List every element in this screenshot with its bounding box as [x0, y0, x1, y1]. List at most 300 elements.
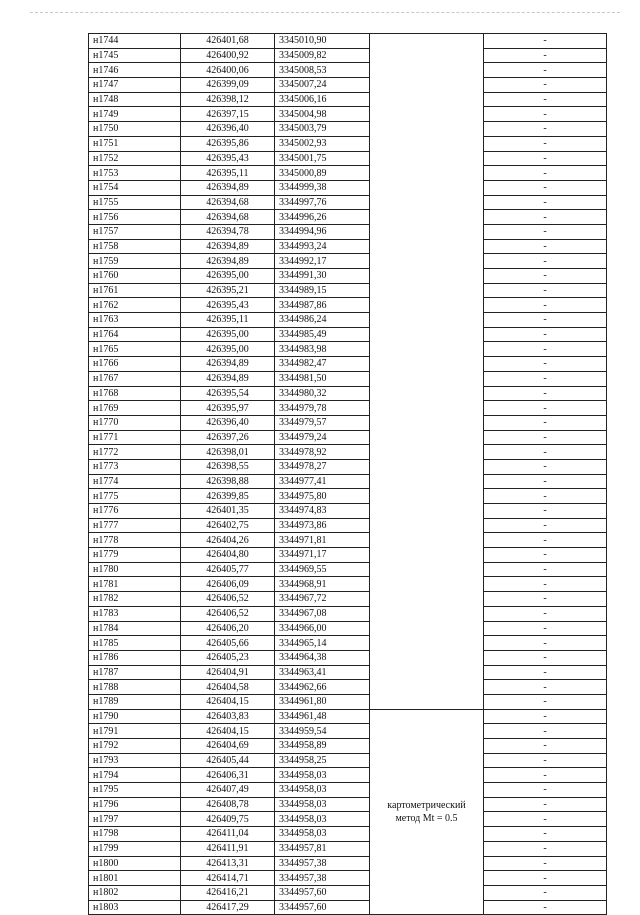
- point-name-cell: н1744: [89, 34, 181, 49]
- y-coordinate-cell: 3344959,54: [275, 724, 370, 739]
- point-name-cell: н1752: [89, 151, 181, 166]
- point-name-cell: н1789: [89, 694, 181, 709]
- table-row: [89, 283, 607, 298]
- table-row: [89, 680, 607, 695]
- y-coordinate-cell: 3344979,78: [275, 401, 370, 416]
- table-row: [89, 210, 607, 225]
- x-coordinate-cell: 426406,52: [181, 606, 275, 621]
- dash-cell: -: [484, 34, 607, 49]
- y-coordinate-cell: 3345000,89: [275, 166, 370, 181]
- point-name-cell: н1773: [89, 459, 181, 474]
- x-coordinate-cell: 426404,58: [181, 680, 275, 695]
- x-coordinate-cell: 426403,83: [181, 709, 275, 724]
- table-row: [89, 386, 607, 401]
- y-coordinate-cell: 3344961,80: [275, 694, 370, 709]
- x-coordinate-cell: 426400,92: [181, 48, 275, 63]
- table-row: [89, 533, 607, 548]
- y-coordinate-cell: 3345003,79: [275, 122, 370, 137]
- point-name-cell: н1794: [89, 768, 181, 783]
- point-name-cell: н1780: [89, 562, 181, 577]
- dash-cell: -: [484, 827, 607, 842]
- table-row: [89, 871, 607, 886]
- point-name-cell: н1784: [89, 621, 181, 636]
- table-row: [89, 151, 607, 166]
- y-coordinate-cell: 3344978,92: [275, 445, 370, 460]
- point-name-cell: н1761: [89, 283, 181, 298]
- table-row: [89, 592, 607, 607]
- y-coordinate-cell: 3344985,49: [275, 327, 370, 342]
- y-coordinate-cell: 3344958,03: [275, 768, 370, 783]
- table-row: [89, 459, 607, 474]
- x-coordinate-cell: 426395,86: [181, 136, 275, 151]
- dash-cell: -: [484, 48, 607, 63]
- dash-cell: -: [484, 224, 607, 239]
- table-row: [89, 371, 607, 386]
- point-name-cell: н1748: [89, 92, 181, 107]
- table-row: [89, 430, 607, 445]
- y-coordinate-cell: 3344981,50: [275, 371, 370, 386]
- x-coordinate-cell: 426414,71: [181, 871, 275, 886]
- x-coordinate-cell: 426405,77: [181, 562, 275, 577]
- table-row: [89, 577, 607, 592]
- dash-cell: -: [484, 724, 607, 739]
- point-name-cell: н1779: [89, 548, 181, 563]
- table-row: [89, 636, 607, 651]
- x-coordinate-cell: 426396,40: [181, 415, 275, 430]
- table-row: [89, 342, 607, 357]
- y-coordinate-cell: 3344971,81: [275, 533, 370, 548]
- dash-cell: -: [484, 606, 607, 621]
- dash-cell: -: [484, 709, 607, 724]
- x-coordinate-cell: 426407,49: [181, 783, 275, 798]
- point-name-cell: н1759: [89, 254, 181, 269]
- point-name-cell: н1788: [89, 680, 181, 695]
- dash-cell: -: [484, 298, 607, 313]
- x-coordinate-cell: 426405,23: [181, 650, 275, 665]
- y-coordinate-cell: 3345009,82: [275, 48, 370, 63]
- table-row: [89, 48, 607, 63]
- point-name-cell: н1756: [89, 210, 181, 225]
- x-coordinate-cell: 426396,40: [181, 122, 275, 137]
- y-coordinate-cell: 3345006,16: [275, 92, 370, 107]
- dash-cell: -: [484, 180, 607, 195]
- table-row: [89, 606, 607, 621]
- point-name-cell: н1795: [89, 783, 181, 798]
- y-coordinate-cell: 3344958,03: [275, 797, 370, 812]
- dash-cell: -: [484, 78, 607, 93]
- y-coordinate-cell: 3344958,03: [275, 783, 370, 798]
- x-coordinate-cell: 426394,89: [181, 239, 275, 254]
- x-coordinate-cell: 426404,80: [181, 548, 275, 563]
- table-row: [89, 166, 607, 181]
- point-name-cell: н1762: [89, 298, 181, 313]
- dash-cell: -: [484, 357, 607, 372]
- table-row: [89, 812, 607, 827]
- y-coordinate-cell: 3345008,53: [275, 63, 370, 78]
- dash-cell: -: [484, 768, 607, 783]
- x-coordinate-cell: 426394,89: [181, 180, 275, 195]
- x-coordinate-cell: 426409,75: [181, 812, 275, 827]
- table-row: [89, 827, 607, 842]
- x-coordinate-cell: 426398,12: [181, 92, 275, 107]
- y-coordinate-cell: 3344999,38: [275, 180, 370, 195]
- x-coordinate-cell: 426406,20: [181, 621, 275, 636]
- x-coordinate-cell: 426401,68: [181, 34, 275, 49]
- point-name-cell: н1777: [89, 518, 181, 533]
- table-row: [89, 313, 607, 328]
- table-row: [89, 34, 607, 49]
- dash-cell: -: [484, 694, 607, 709]
- y-coordinate-cell: 3344973,86: [275, 518, 370, 533]
- point-name-cell: н1775: [89, 489, 181, 504]
- y-coordinate-cell: 3344969,55: [275, 562, 370, 577]
- table-row: [89, 63, 607, 78]
- dash-cell: -: [484, 401, 607, 416]
- dash-cell: -: [484, 386, 607, 401]
- x-coordinate-cell: 426404,69: [181, 739, 275, 754]
- dash-cell: -: [484, 548, 607, 563]
- dash-cell: -: [484, 107, 607, 122]
- point-name-cell: н1769: [89, 401, 181, 416]
- x-coordinate-cell: 426395,43: [181, 151, 275, 166]
- table-row: [89, 739, 607, 754]
- dash-cell: -: [484, 783, 607, 798]
- y-coordinate-cell: 3344979,24: [275, 430, 370, 445]
- x-coordinate-cell: 426400,06: [181, 63, 275, 78]
- y-coordinate-cell: 3344975,80: [275, 489, 370, 504]
- x-coordinate-cell: 426417,29: [181, 900, 275, 915]
- y-coordinate-cell: 3344996,26: [275, 210, 370, 225]
- method-cell: [370, 709, 484, 915]
- method-label-line2: метод Mt = 0.5: [395, 812, 458, 824]
- point-name-cell: н1760: [89, 269, 181, 284]
- dash-cell: -: [484, 459, 607, 474]
- dash-cell: -: [484, 900, 607, 915]
- table-row: [89, 783, 607, 798]
- table-row: [89, 548, 607, 563]
- y-coordinate-cell: 3344958,89: [275, 739, 370, 754]
- y-coordinate-cell: 3344994,96: [275, 224, 370, 239]
- point-name-cell: н1782: [89, 592, 181, 607]
- dash-cell: -: [484, 871, 607, 886]
- table-row: [89, 327, 607, 342]
- x-coordinate-cell: 426405,44: [181, 753, 275, 768]
- point-name-cell: н1755: [89, 195, 181, 210]
- point-name-cell: н1796: [89, 797, 181, 812]
- x-coordinate-cell: 426406,31: [181, 768, 275, 783]
- table-row: [89, 298, 607, 313]
- table-row: [89, 694, 607, 709]
- point-name-cell: н1753: [89, 166, 181, 181]
- dash-cell: -: [484, 812, 607, 827]
- table-row: [89, 621, 607, 636]
- table-row: [89, 562, 607, 577]
- dash-cell: -: [484, 445, 607, 460]
- x-coordinate-cell: 426402,75: [181, 518, 275, 533]
- x-coordinate-cell: 426394,89: [181, 371, 275, 386]
- dash-cell: -: [484, 592, 607, 607]
- x-coordinate-cell: 426404,91: [181, 665, 275, 680]
- point-name-cell: н1799: [89, 841, 181, 856]
- table-row: [89, 136, 607, 151]
- table-row: [89, 92, 607, 107]
- table-row: [89, 709, 607, 724]
- method-cell-empty: [370, 34, 484, 710]
- point-name-cell: н1771: [89, 430, 181, 445]
- point-name-cell: н1801: [89, 871, 181, 886]
- y-coordinate-cell: 3344962,66: [275, 680, 370, 695]
- y-coordinate-cell: 3344957,81: [275, 841, 370, 856]
- dash-cell: -: [484, 122, 607, 137]
- point-name-cell: н1766: [89, 357, 181, 372]
- dash-cell: -: [484, 474, 607, 489]
- dash-cell: -: [484, 327, 607, 342]
- table-row: [89, 841, 607, 856]
- x-coordinate-cell: 426399,09: [181, 78, 275, 93]
- x-coordinate-cell: 426394,89: [181, 357, 275, 372]
- x-coordinate-cell: 426394,68: [181, 210, 275, 225]
- point-name-cell: н1797: [89, 812, 181, 827]
- y-coordinate-cell: 3344986,24: [275, 313, 370, 328]
- y-coordinate-cell: 3344968,91: [275, 577, 370, 592]
- table-row: [89, 180, 607, 195]
- y-coordinate-cell: 3344957,60: [275, 885, 370, 900]
- x-coordinate-cell: 426406,52: [181, 592, 275, 607]
- y-coordinate-cell: 3344989,15: [275, 283, 370, 298]
- y-coordinate-cell: 3345004,98: [275, 107, 370, 122]
- dash-cell: -: [484, 489, 607, 504]
- table-row: [89, 797, 607, 812]
- y-coordinate-cell: 3344977,41: [275, 474, 370, 489]
- table-row: [89, 650, 607, 665]
- x-coordinate-cell: 426395,00: [181, 327, 275, 342]
- y-coordinate-cell: 3344961,48: [275, 709, 370, 724]
- y-coordinate-cell: 3344983,98: [275, 342, 370, 357]
- point-name-cell: н1790: [89, 709, 181, 724]
- x-coordinate-cell: 426398,88: [181, 474, 275, 489]
- y-coordinate-cell: 3344979,57: [275, 415, 370, 430]
- point-name-cell: н1800: [89, 856, 181, 871]
- point-name-cell: н1767: [89, 371, 181, 386]
- dash-cell: -: [484, 210, 607, 225]
- y-coordinate-cell: 3344957,60: [275, 900, 370, 915]
- point-name-cell: н1791: [89, 724, 181, 739]
- table-row: [89, 239, 607, 254]
- y-coordinate-cell: 3344978,27: [275, 459, 370, 474]
- y-coordinate-cell: 3344991,30: [275, 269, 370, 284]
- scan-artifact-line: [30, 12, 620, 13]
- point-name-cell: н1746: [89, 63, 181, 78]
- table-row: [89, 254, 607, 269]
- dash-cell: -: [484, 797, 607, 812]
- dash-cell: -: [484, 269, 607, 284]
- point-name-cell: н1745: [89, 48, 181, 63]
- dash-cell: -: [484, 254, 607, 269]
- dash-cell: -: [484, 533, 607, 548]
- x-coordinate-cell: 426404,15: [181, 694, 275, 709]
- y-coordinate-cell: 3345010,90: [275, 34, 370, 49]
- point-name-cell: н1757: [89, 224, 181, 239]
- dash-cell: -: [484, 665, 607, 680]
- x-coordinate-cell: 426398,01: [181, 445, 275, 460]
- dash-cell: -: [484, 430, 607, 445]
- y-coordinate-cell: 3344997,76: [275, 195, 370, 210]
- x-coordinate-cell: 426405,66: [181, 636, 275, 651]
- point-name-cell: н1774: [89, 474, 181, 489]
- x-coordinate-cell: 426394,78: [181, 224, 275, 239]
- x-coordinate-cell: 426411,04: [181, 827, 275, 842]
- table-row: [89, 445, 607, 460]
- x-coordinate-cell: 426395,00: [181, 269, 275, 284]
- coordinates-table-body: [89, 34, 607, 915]
- table-row: [89, 900, 607, 915]
- y-coordinate-cell: 3344958,03: [275, 812, 370, 827]
- y-coordinate-cell: 3344971,17: [275, 548, 370, 563]
- table-row: [89, 195, 607, 210]
- point-name-cell: н1798: [89, 827, 181, 842]
- y-coordinate-cell: 3344992,17: [275, 254, 370, 269]
- x-coordinate-cell: 426395,21: [181, 283, 275, 298]
- x-coordinate-cell: 426395,00: [181, 342, 275, 357]
- x-coordinate-cell: 426397,15: [181, 107, 275, 122]
- point-name-cell: н1747: [89, 78, 181, 93]
- table-row: [89, 474, 607, 489]
- table-row: [89, 78, 607, 93]
- table-row: [89, 401, 607, 416]
- table-row: [89, 856, 607, 871]
- dash-cell: -: [484, 518, 607, 533]
- point-name-cell: н1803: [89, 900, 181, 915]
- point-name-cell: н1763: [89, 313, 181, 328]
- table-row: [89, 415, 607, 430]
- x-coordinate-cell: 426395,43: [181, 298, 275, 313]
- table-row: [89, 665, 607, 680]
- x-coordinate-cell: 426394,68: [181, 195, 275, 210]
- y-coordinate-cell: 3344957,38: [275, 856, 370, 871]
- y-coordinate-cell: 3344980,32: [275, 386, 370, 401]
- x-coordinate-cell: 426395,97: [181, 401, 275, 416]
- y-coordinate-cell: 3344963,41: [275, 665, 370, 680]
- dash-cell: -: [484, 885, 607, 900]
- dash-cell: -: [484, 166, 607, 181]
- x-coordinate-cell: 426397,26: [181, 430, 275, 445]
- point-name-cell: н1787: [89, 665, 181, 680]
- table-row: [89, 504, 607, 519]
- point-name-cell: н1751: [89, 136, 181, 151]
- dash-cell: -: [484, 195, 607, 210]
- point-name-cell: н1802: [89, 885, 181, 900]
- point-name-cell: н1783: [89, 606, 181, 621]
- x-coordinate-cell: 426408,78: [181, 797, 275, 812]
- y-coordinate-cell: 3344974,83: [275, 504, 370, 519]
- coordinates-table: [88, 33, 607, 915]
- y-coordinate-cell: 3344987,86: [275, 298, 370, 313]
- dash-cell: -: [484, 577, 607, 592]
- point-name-cell: н1778: [89, 533, 181, 548]
- y-coordinate-cell: 3344967,72: [275, 592, 370, 607]
- dash-cell: -: [484, 680, 607, 695]
- x-coordinate-cell: 426399,85: [181, 489, 275, 504]
- table-row: [89, 518, 607, 533]
- dash-cell: -: [484, 151, 607, 166]
- x-coordinate-cell: 426404,15: [181, 724, 275, 739]
- dash-cell: -: [484, 283, 607, 298]
- method-label-line1: картометрический: [387, 799, 466, 811]
- point-name-cell: н1770: [89, 415, 181, 430]
- dash-cell: -: [484, 621, 607, 636]
- y-coordinate-cell: 3344958,25: [275, 753, 370, 768]
- table-row: [89, 122, 607, 137]
- point-name-cell: н1786: [89, 650, 181, 665]
- x-coordinate-cell: 426395,54: [181, 386, 275, 401]
- x-coordinate-cell: 426416,21: [181, 885, 275, 900]
- x-coordinate-cell: 426395,11: [181, 313, 275, 328]
- dash-cell: -: [484, 841, 607, 856]
- point-name-cell: н1792: [89, 739, 181, 754]
- y-coordinate-cell: 3344965,14: [275, 636, 370, 651]
- dash-cell: -: [484, 239, 607, 254]
- y-coordinate-cell: 3345007,24: [275, 78, 370, 93]
- x-coordinate-cell: 426398,55: [181, 459, 275, 474]
- table-row: [89, 489, 607, 504]
- y-coordinate-cell: 3344967,08: [275, 606, 370, 621]
- point-name-cell: н1758: [89, 239, 181, 254]
- dash-cell: -: [484, 504, 607, 519]
- x-coordinate-cell: 426411,91: [181, 841, 275, 856]
- dash-cell: -: [484, 650, 607, 665]
- point-name-cell: н1749: [89, 107, 181, 122]
- table-row: [89, 885, 607, 900]
- dash-cell: -: [484, 136, 607, 151]
- y-coordinate-cell: 3344966,00: [275, 621, 370, 636]
- point-name-cell: н1764: [89, 327, 181, 342]
- x-coordinate-cell: 426394,89: [181, 254, 275, 269]
- x-coordinate-cell: 426413,31: [181, 856, 275, 871]
- y-coordinate-cell: 3344982,47: [275, 357, 370, 372]
- point-name-cell: н1754: [89, 180, 181, 195]
- point-name-cell: н1768: [89, 386, 181, 401]
- table-row: [89, 768, 607, 783]
- x-coordinate-cell: 426404,26: [181, 533, 275, 548]
- point-name-cell: н1785: [89, 636, 181, 651]
- dash-cell: -: [484, 562, 607, 577]
- x-coordinate-cell: 426395,11: [181, 166, 275, 181]
- dash-cell: -: [484, 63, 607, 78]
- y-coordinate-cell: 3345002,93: [275, 136, 370, 151]
- dash-cell: -: [484, 415, 607, 430]
- point-name-cell: н1776: [89, 504, 181, 519]
- dash-cell: -: [484, 739, 607, 754]
- table-row: [89, 107, 607, 122]
- dash-cell: -: [484, 313, 607, 328]
- point-name-cell: н1772: [89, 445, 181, 460]
- table-row: [89, 224, 607, 239]
- dash-cell: -: [484, 753, 607, 768]
- dash-cell: -: [484, 636, 607, 651]
- dash-cell: -: [484, 342, 607, 357]
- table-row: [89, 724, 607, 739]
- y-coordinate-cell: 3344993,24: [275, 239, 370, 254]
- table-row: [89, 753, 607, 768]
- y-coordinate-cell: 3344957,38: [275, 871, 370, 886]
- x-coordinate-cell: 426401,35: [181, 504, 275, 519]
- point-name-cell: н1750: [89, 122, 181, 137]
- point-name-cell: н1765: [89, 342, 181, 357]
- y-coordinate-cell: 3344958,03: [275, 827, 370, 842]
- dash-cell: -: [484, 856, 607, 871]
- table-row: [89, 269, 607, 284]
- table-row: [89, 357, 607, 372]
